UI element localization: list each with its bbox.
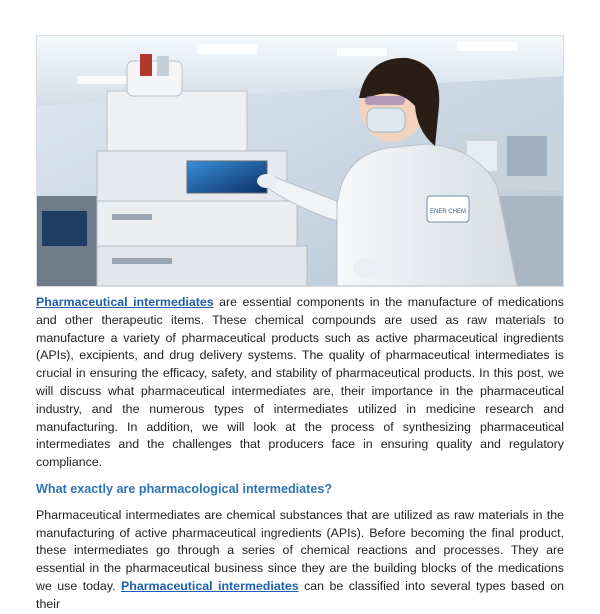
section-heading: What exactly are pharmacological intermediates? xyxy=(36,481,333,496)
pharmaceutical-intermediates-link-2[interactable]: Pharmaceutical intermediates xyxy=(121,578,299,593)
lab-scene-illustration xyxy=(37,36,563,286)
article-body xyxy=(36,294,564,614)
definition-text-after: can be classified into several types based on their xyxy=(36,578,564,611)
coat-logo-text: ENER CHEM xyxy=(429,209,467,215)
intro-paragraph xyxy=(36,294,564,472)
intro-paragraph-text: are essential components in the manufacture of medications and other therapeutic items. These chemical compounds are used as raw materials to manufacture a variety of pharmaceutical products such as active pharmaceutical ingredients (APIs), excipients, and drug delivery systems. The quality of pharmaceutical intermediates is crucial in ensuring the efficacy, safety, and stability of pharmaceutical products. In this post, we will discuss what pharmaceutical intermediates are, their importance in the pharmaceutical industry, and the numerous types of intermediates utilized in medicine research and manufacturing. In addition, we will look at the process of synthesizing pharmaceutical intermediates and the challenges that producers face in ensuring quality and regulatory compliance. xyxy=(36,295,564,470)
pharmaceutical-intermediates-link[interactable]: Pharmaceutical intermediates xyxy=(36,295,214,309)
lab-photo xyxy=(36,35,564,287)
definition-text-before: Pharmaceutical intermediates are chemical substances that are utilized as raw materials in the manufacturing of active pharmaceutical ingredients (APIs). Before becoming the final product, these intermediates go through a series of chemical reactions and processes. They are essential in the pharmaceutical business since they are the building blocks of the medications we use today. xyxy=(36,507,564,593)
definition-paragraph xyxy=(36,507,564,614)
